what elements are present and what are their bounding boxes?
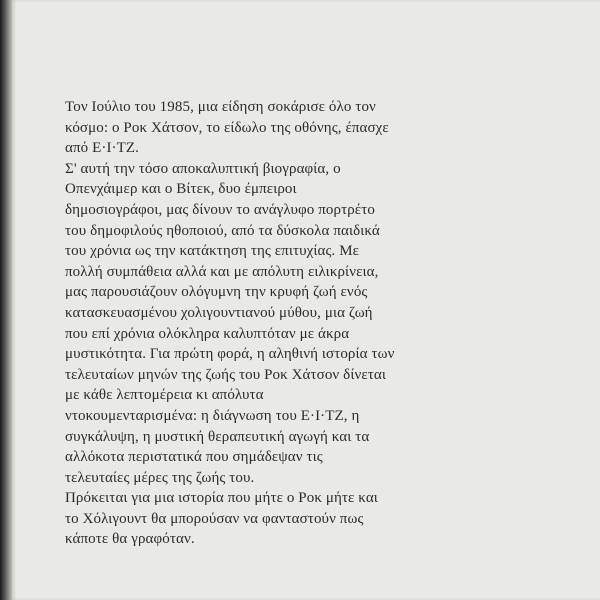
text-line: μυστικότητα. Για πρώτη φορά, η αληθινή ιστορία των <box>65 346 395 363</box>
text-line: Τον Ιούλιο του 1985, μια είδηση σοκάρισε όλο τον <box>65 99 376 115</box>
text-line: μας παρουσιάζουν ολόγυμνη την κρυφή ζωή ενός <box>65 284 368 301</box>
text-line: κάποτε θα γραφόταν. <box>65 531 195 548</box>
text-line: ντοκουμενταρισμένα: η διάγνωση του Ε·Ι·ΤΖ, η <box>65 407 360 424</box>
text-line: Σ' αυτή την τόσο αποκαλυπτική βιογραφία, ο <box>65 160 341 177</box>
text-line: το Χόλιγουντ θα μπορούσαν να φανταστούν πως <box>65 510 364 527</box>
text-line: κατασκευασμένου χολιγουντιανού μύθου, μια ζωή <box>65 304 373 321</box>
text-line: κόσμο: ο Ροκ Χάτσον, το είδωλο της οθόνης, έπασχε <box>65 119 389 136</box>
text-line: δημοσιογράφοι, μας δίνουν το ανάγλυφο πορτρέτο <box>65 201 375 218</box>
book-spine-edge <box>0 0 12 600</box>
text-line: συγκάλυψη, η μυστική θεραπευτική αγωγή και τα <box>65 428 370 445</box>
text-line: του δημοφιλούς ηθοποιού, από τα δύσκολα παιδικά <box>65 222 380 239</box>
text-line: που επί χρόνια ολόκληρα καλυπτόταν με άκρα <box>65 325 350 342</box>
text-line: του χρόνια ως την κατάκτηση της επιτυχίας. Με <box>65 243 360 260</box>
text-line: πολλή συμπάθεια αλλά και με απόλυτη ειλικρίνεια, <box>65 263 379 280</box>
text-line: από Ε·Ι·ΤΖ. <box>65 140 140 157</box>
text-line: τελευταίων μηνών της ζωής του Ροκ Χάτσον δίνεται <box>65 366 386 383</box>
text-line: Οπενχάιμερ και ο Βίτεκ, δυο έμπειροι <box>65 181 297 198</box>
text-line: αλλόκοτα περιστατικά που σημάδεψαν τις <box>65 449 323 466</box>
blurb-text <box>65 97 535 550</box>
back-cover-page <box>12 0 600 600</box>
text-line: Πρόκειται για μια ιστορία που μήτε ο Ροκ μήτε και <box>65 490 378 507</box>
text-line: με κάθε λεπτομέρεια κι απόλυτα <box>65 387 264 404</box>
text-line: τελευταίες μέρες της ζωής του. <box>65 469 255 486</box>
